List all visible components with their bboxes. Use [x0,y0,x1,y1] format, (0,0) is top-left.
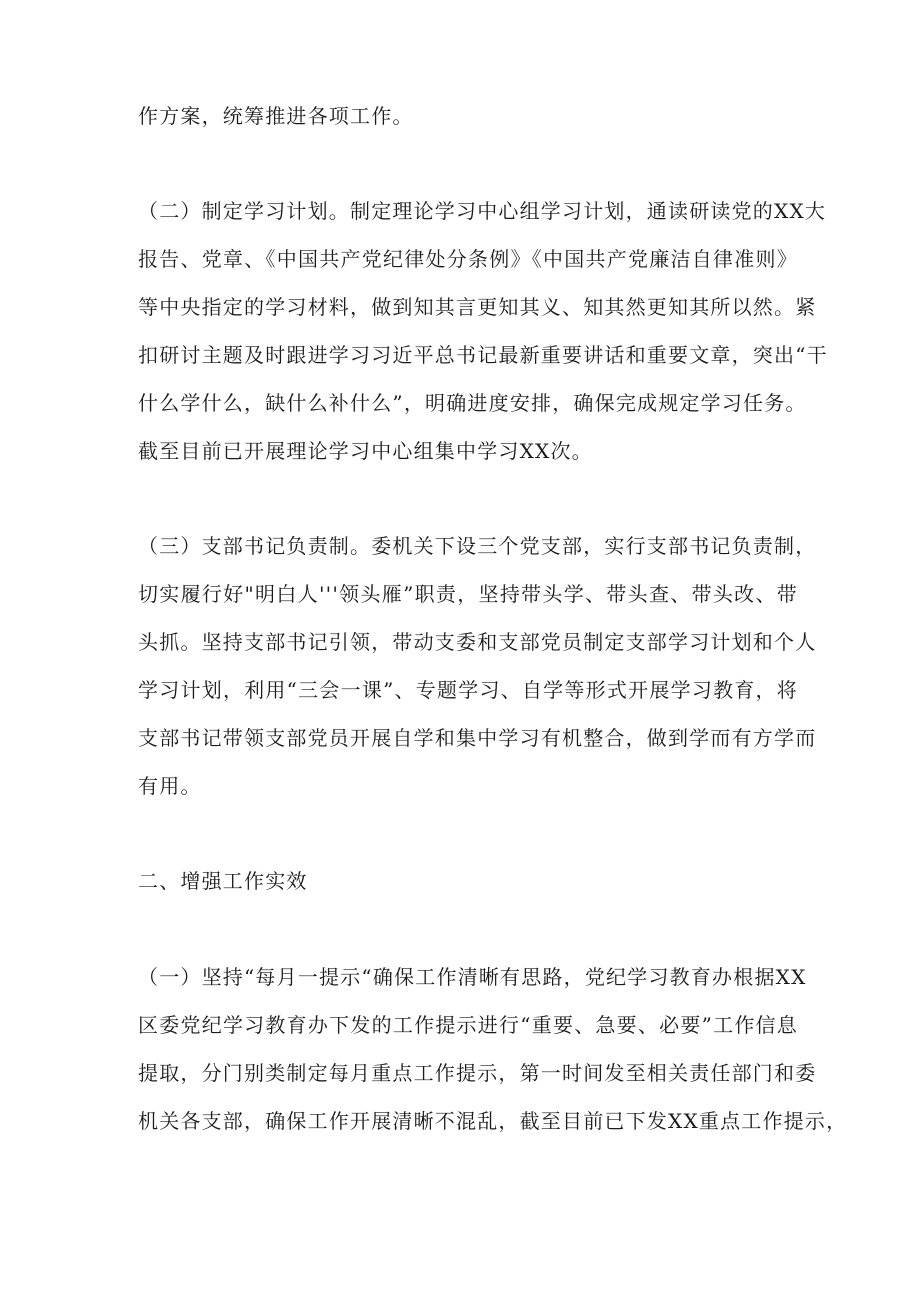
paragraph-line: （二）制定学习计划。制定理论学习中心组学习计划，通读研读党的XX大 [138,199,827,223]
paragraph-line: （三）支部书记负责制。委机关下设三个党支部，实行支部书记负责制， [138,534,817,558]
paragraph-line: 头抓。坚持支部书记引领，带动支委和支部党员制定支部学习计划和个人 [138,630,817,654]
paragraph-line: （一）坚持“每月一提示“确保工作清晰有思路，党纪学习教育办根据XX [138,965,807,989]
paragraph-line: 有用。 [138,774,202,798]
paragraph-line: 切实履行好"明白人'''领头雁”职责，坚持带头学、带头查、带头改、带 [138,582,798,606]
paragraph-line: 学习计划，利用“三会一课”、专题学习、自学等形式开展学习教育，将 [138,678,798,702]
paragraph-line: 支部书记带领支部党员开展自学和集中学习有机整合，做到学而有方学而 [138,726,817,750]
paragraph-line: 扣研讨主题及时跟进学习习近平总书记最新重要讲话和重要文章，突出“干 [138,343,828,367]
paragraph-line: 提取，分门别类制定每月重点工作提示，第一时间发至相关责任部门和委 [138,1061,817,1085]
paragraph-line: 截至目前已开展理论学习中心组集中学习XX次。 [138,439,593,463]
paragraph-line: 报告、党章、《中国共产党纪律处分条例》《中国共产党廉洁自律准则》 [138,247,798,271]
paragraph-line: 作方案，统筹推进各项工作。 [138,104,414,128]
paragraph-line: 区委党纪学习教育办下发的工作提示进行“重要、急要、必要”工作信息 [138,1013,798,1037]
paragraph-line: 机关各支部，确保工作开展清晰不混乱，截至目前已下发XX重点工作提示， [138,1109,848,1133]
section-heading: 二、增强工作实效 [138,869,308,893]
paragraph-line: 等中央指定的学习材料，做到知其言更知其义、知其然更知其所以然。紧 [138,295,817,319]
paragraph-line: 什么学什么，缺什么补什么”，明确进度安排，确保完成规定学习任务。 [138,391,807,415]
